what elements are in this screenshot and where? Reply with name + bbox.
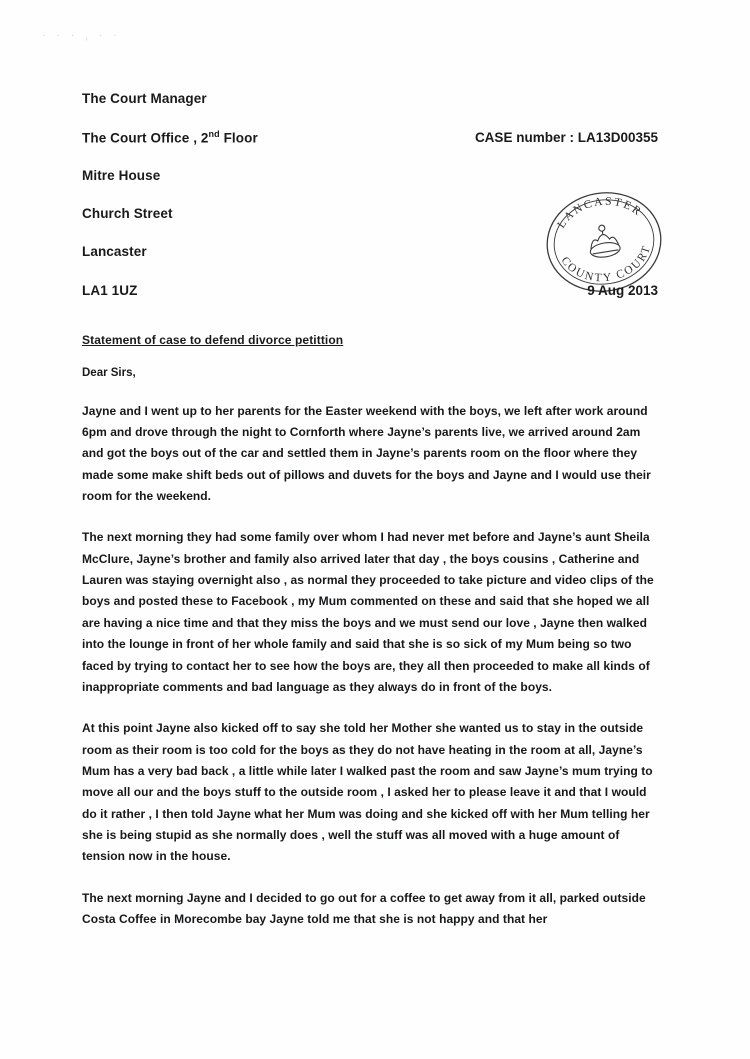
statement-title: Statement of case to defend divorce petittion	[82, 332, 344, 347]
svg-text:COUNTY COURT: COUNTY COURT	[558, 243, 654, 285]
letter-date: 9 Aug 2013	[587, 282, 658, 298]
body-paragraph: The next morning Jayne and I decided to go out for a coffee to get away from it all, parked outside Costa Coffee in Morecombe bay Jayne told me that she is not happy and that her	[82, 890, 646, 927]
postcode-date-row	[82, 283, 662, 299]
recipient-line-1: The Court Manager	[82, 91, 207, 106]
scan-artifact-marks: · · · , · ·	[42, 30, 121, 42]
salutation: Dear Sirs,	[82, 366, 136, 379]
recipient-line-6: LA1 1UZ	[82, 282, 138, 298]
letter-body	[82, 92, 662, 930]
body-paragraph: The next morning they had some family over whom I had never met before and Jayne’s aunt Sheila McClure, Jayne’s brother and family also arrived later that day , the boys cousins , Catherine and Lauren was staying overnight also , as normal they proceeded to take picture and video clips of the boys and posted these to Facebook , my Mum commented on these and said that she hoped we all are having a nice time and that they miss the boys and we must send our love , Jayne then walked into the lounge in front of her whole family and said that she is so sick of my Mum being so two faced by trying to contact her to see how the boys are, they all then proceeded to make all kinds of inappropriate comments and bad language as they always do in front of the boys.	[82, 530, 654, 694]
recipient-line-4: Church Street	[82, 206, 173, 222]
recipient-case-row	[82, 130, 662, 146]
recipient-line-2-tail: Floor	[219, 130, 258, 146]
svg-text:LANCASTER: LANCASTER	[555, 195, 645, 231]
recipient-line-3: Mitre House	[82, 168, 161, 184]
case-number: CASE number : LA13D00355	[474, 130, 658, 146]
recipient-line-2	[82, 130, 258, 146]
body-paragraph: Jayne and I went up to her parents for the Easter weekend with the boys, we left after work around 6pm and drove through the night to Cornforth where Jayne’s parents live, we arrived around 2am and got the boys out of the car and settled them in Jayne’s parents room on the floor where they made some make shift beds out of pillows and duvets for the boys and Jayne and I would use their room for the weekend.	[82, 403, 651, 503]
body-paragraph: At this point Jayne also kicked off to say she told her Mother she wanted us to stay in the outside room as their room is too cold for the boys as they do not have heating in the room at all, Jayne’s Mum has a very bad back , a little while later I walked past the room and saw Jayne’s mum trying to move all our and the boys stuff to the outside room , I asked her to please leave it and that I would do it rather , I then told Jayne what her Mum was doing and she kicked off with her Mum telling her she is being stupid as she normally does , well the stuff was all moved with a huge amount of tension now in the house.	[82, 721, 653, 864]
recipient-line-2-text: The Court Office , 2	[82, 130, 209, 146]
ordinal-suffix: nd	[208, 128, 220, 139]
recipient-line-5: Lancaster	[82, 243, 147, 259]
